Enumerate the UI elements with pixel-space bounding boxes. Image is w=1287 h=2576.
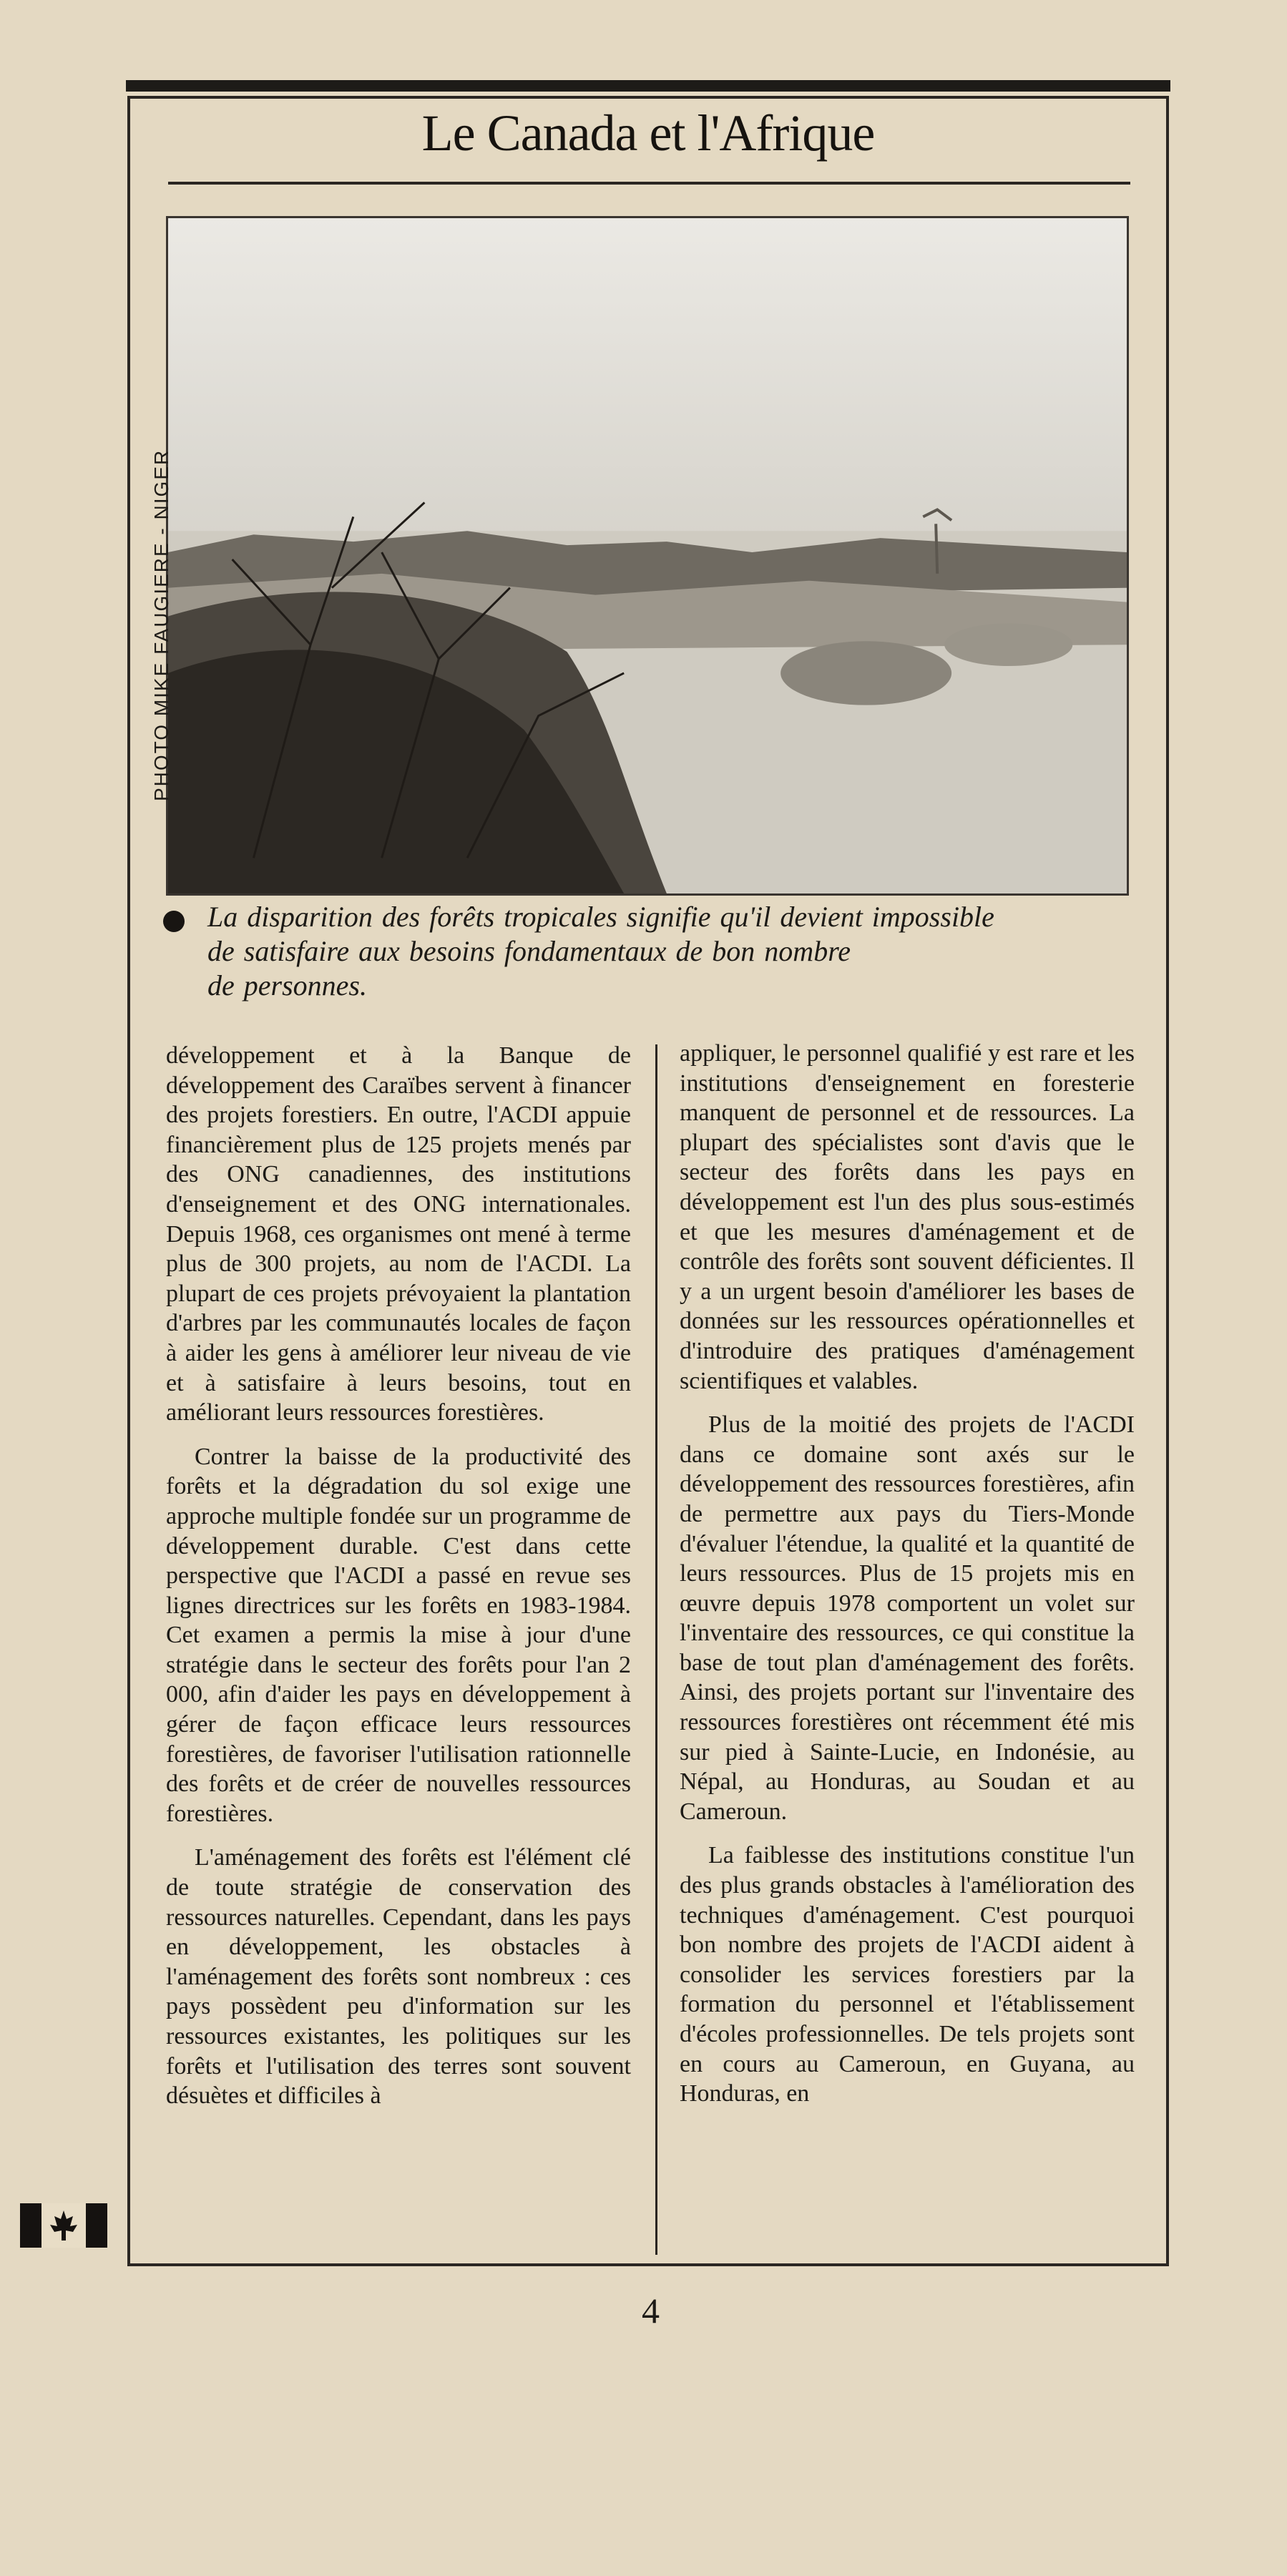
page-number: 4 <box>642 2291 660 2331</box>
article-paragraph: appliquer, le personnel qualifié y est rare et les institutions d'enseignement en foresterie manquent de personnel et de ressources. La plupart des spécialistes sont d'avis que le secteur des forêts dans les pays en développement est l'un des plus sous-estimés et que les mesures d'aménagement et de contrôle des forêts sont souvent déficientes. Il y a un urgent besoin d'améliorer les bases de données sur les ressources opérationnelles et d'introduire des pratiques d'aménagement scientifiques et valables. <box>680 1040 1135 1394</box>
top-rule <box>126 80 1170 92</box>
page-title: Le Canada et l'Afrique <box>421 104 875 162</box>
caption-bullet-icon <box>163 911 185 932</box>
photo-niger-landscape <box>166 216 1129 896</box>
article-column-left <box>166 1041 631 2125</box>
article-paragraph: Plus de la moitié des projets de l'ACDI dans ce domaine sont axés sur le développement des ressources forestières, afin de permettre aux pays du Tiers-Monde d'évaluer l'étendue, la qualité et la quantité de leurs ressources. Plus de 15 projets mis en œuvre depuis 1978 comportent un volet sur l'inventaire des ressources, ce qui constitue la base de tout plan d'aménagement des forêts. Ainsi, des projets portant sur l'inventaire des ressources forestières ont récemment été mis sur pied à Sainte-Lucie, en Indonésie, au Népal, au Honduras, au Soudan et au Cameroun. <box>680 1411 1135 1825</box>
article-paragraph: L'aménagement des forêts est l'élément clé de toute stratégie de conservation des ressources naturelles. Cependant, dans les pays en développement, les obstacles à l'aménagement des forêts sont nombreux : ces pays possèdent peu d'information sur les ressources existantes, les politiques sur les forêts et l'utilisation des terres sont souvent désuètes et difficiles à <box>166 1844 631 2110</box>
title-rule <box>168 182 1130 185</box>
article-paragraph: La faiblesse des institutions constitue l'un des plus grands obstacles à l'amélioration des techniques d'aménagement. C'est pourquoi bon nombre des projets de l'ACDI aident à consolider les services forestiers par la formation du personnel et l'établissement d'écoles professionnelles. De tels projets sont en cours au Cameroun, en Guyana, au Honduras, en <box>680 1842 1135 2107</box>
photo-credit: PHOTO MIKE FAUGIERE - NIGER <box>150 449 172 801</box>
column-divider <box>655 1044 657 2255</box>
photo-caption: La disparition des forêts tropicales signifie qu'il devient impossible de satisfaire aux besoins fondamentaux de bon nombre de personnes. <box>207 901 994 1001</box>
article-column-right <box>680 1039 1135 2123</box>
article-paragraph: Contrer la baisse de la productivité des forêts et la dégradation du sol exige une approche multiple fondée sur un programme de développement durable. C'est dans cette perspective que l'ACDI a passé en revue ses lignes directrices sur les forêts en 1983-1984. Cet examen a permis la mise à jour d'une stratégie dans le secteur des forêts pour l'an 2 000, afin d'aider les pays en développement à gérer de façon efficace leurs ressources forestières, de favoriser l'utilisation rationnelle des forêts et de créer de nouvelles ressources forestières. <box>166 1443 631 1827</box>
canada-flag-icon <box>20 2203 107 2248</box>
photo-illustration <box>168 218 1127 893</box>
article-paragraph: développement et à la Banque de développement des Caraïbes servent à financer des projets forestiers. En outre, l'ACDI appuie financièrement plus de 125 projets menés par des ONG canadiennes, des institutions d'enseignement et des ONG internationales. Depuis 1968, ces organismes ont mené à terme plus de 300 projets, au nom de l'ACDI. La plupart de ces projets prévoyaient la plantation d'arbres par les communautés locales de façon à aider les gens à améliorer leur niveau de vie et à satisfaire à leurs besoins, tout en améliorant leurs ressources forestières. <box>166 1042 631 1426</box>
